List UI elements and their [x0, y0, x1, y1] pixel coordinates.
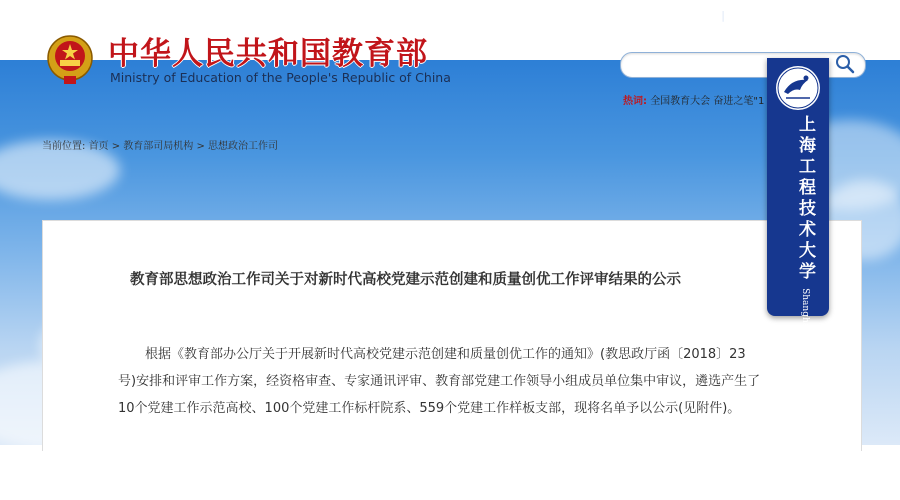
national-emblem-icon — [46, 32, 94, 86]
search-icon[interactable] — [833, 52, 857, 76]
university-name-cn: 上海工程技术大学 — [795, 115, 815, 283]
university-name — [778, 115, 818, 491]
article-panel — [42, 220, 862, 451]
breadcrumb-prefix: 当前位置: — [42, 141, 86, 152]
site-title[interactable]: 中华人民共和国教育部 — [108, 36, 428, 72]
mobile-client-link[interactable]: 移动客户端 — [737, 9, 793, 22]
breadcrumb-path[interactable]: 首页 > 教育部司局机构 > 思想政治工作司 — [88, 141, 279, 152]
university-logo-icon — [774, 64, 822, 112]
article-paragraph-line: 根据《教育部办公厅关于开展新时代高校党建示范创建和质量创优工作的通知》(教思政厅函〔2018〕23 — [145, 347, 746, 362]
site-subtitle: Ministry of Education of the People's Republic of China — [110, 70, 451, 85]
university-name-en: Shanghai University of Engineering Science — [800, 288, 810, 491]
top-links — [669, 7, 833, 23]
hotwords — [623, 92, 764, 107]
top-link-partial[interactable]: 育 — [821, 9, 833, 22]
article-paragraph-line: 10个党建工作示范高校、100个党建工作标杆院系、559个党建工作样板支部，现将名单予以公示(见附件)。 — [118, 401, 741, 416]
hotwords-label: 热词: — [623, 96, 647, 107]
english-link[interactable]: English — [669, 9, 709, 22]
breadcrumb — [42, 137, 278, 152]
article-title: 教育部思想政治工作司关于对新时代高校党建示范创建和质量创优工作评审结果的公示 — [130, 272, 681, 288]
divider: | — [721, 9, 725, 22]
article-paragraph-line: 号)安排和评审工作方案，经资格审查、专家通讯评审、教育部党建工作领导小组成员单位集中审议，遴选产生了 — [118, 374, 761, 389]
search-input[interactable] — [620, 52, 866, 78]
hotwords-list[interactable]: 全国教育大会 奋进之笔"1 — [650, 96, 765, 107]
